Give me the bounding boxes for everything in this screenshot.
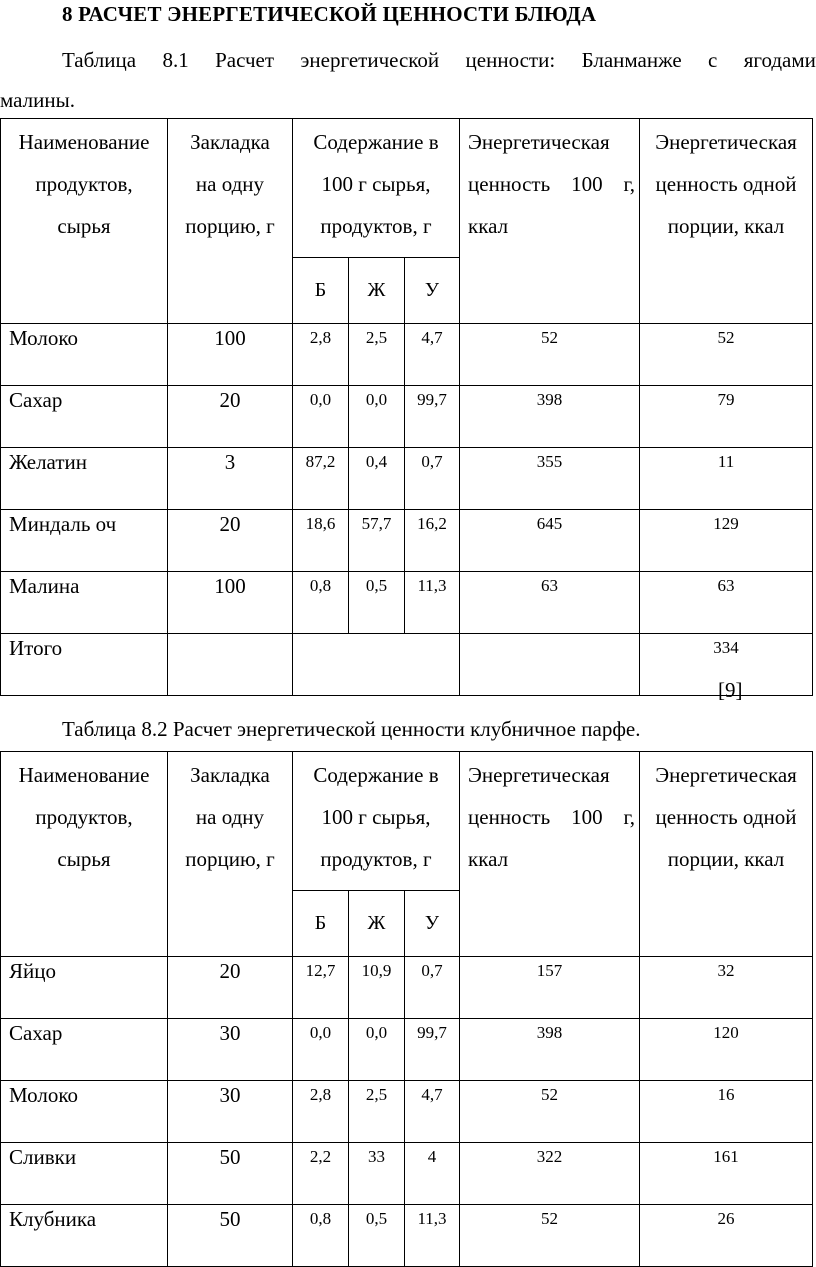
caption-word: Расчет xyxy=(215,48,275,72)
value-b: 12,7 xyxy=(293,957,349,1019)
value-eportion: 16 xyxy=(640,1081,813,1143)
header-line: Наименование xyxy=(18,130,150,154)
value-zh: 0,5 xyxy=(349,572,405,634)
table-row xyxy=(1,510,813,572)
caption-word: Таблица xyxy=(62,48,137,72)
table-row xyxy=(1,448,813,510)
value-e100: 355 xyxy=(460,448,640,510)
caption-word: ягодами xyxy=(743,48,816,72)
value-eportion: 32 xyxy=(640,957,813,1019)
header-line: 100 г сырья, xyxy=(321,172,431,196)
value-u: 4,7 xyxy=(405,1081,460,1143)
caption-word: ценности: xyxy=(465,48,556,72)
value-zh: 2,5 xyxy=(349,324,405,386)
value-u: 4 xyxy=(405,1143,460,1205)
value-e100: 645 xyxy=(460,510,640,572)
product-name: Сливки xyxy=(1,1143,168,1205)
header-line: порцию, г xyxy=(185,847,275,871)
header-line: Содержание в xyxy=(313,130,439,154)
header-line: порции, ккал xyxy=(667,847,785,871)
value-zh: 2,5 xyxy=(349,1081,405,1143)
table1-caption-line2: малины. xyxy=(0,88,75,112)
header-product-name xyxy=(1,752,168,957)
caption-word: Бланманже xyxy=(581,48,682,72)
product-name: Миндаль оч xyxy=(1,510,168,572)
product-name: Сахар xyxy=(1,1019,168,1081)
value-e100: 52 xyxy=(460,1205,640,1267)
value-zh: 57,7 xyxy=(349,510,405,572)
table-row xyxy=(1,1019,813,1081)
value-b: 2,8 xyxy=(293,324,349,386)
value-u: 0,7 xyxy=(405,957,460,1019)
header-line: продуктов, xyxy=(35,805,133,829)
header-line: ценность 100 г, xyxy=(468,172,636,196)
table-row xyxy=(1,324,813,386)
header-line: продуктов, г xyxy=(320,847,432,871)
value-eportion: 79 xyxy=(640,386,813,448)
subheader-cell: Б xyxy=(293,891,349,957)
empty-cell xyxy=(168,634,293,696)
value-b: 18,6 xyxy=(293,510,349,572)
value-zh: 0,0 xyxy=(349,386,405,448)
header-line: Энергетическая xyxy=(468,130,610,154)
header-line: Наименование xyxy=(18,763,150,787)
table-row xyxy=(1,386,813,448)
header-content xyxy=(293,752,460,891)
value-eportion: 52 xyxy=(640,324,813,386)
header-row xyxy=(1,119,813,258)
header-line: Закладка xyxy=(190,130,270,154)
header-line: ккал xyxy=(468,847,509,871)
portion-qty: 20 xyxy=(168,957,293,1019)
subheader-cell: Б xyxy=(293,258,349,324)
header-line: 100 г сырья, xyxy=(321,805,431,829)
portion-qty: 100 xyxy=(168,572,293,634)
header-line: продуктов, г xyxy=(320,214,432,238)
table-row xyxy=(1,957,813,1019)
value-zh: 33 xyxy=(349,1143,405,1205)
value-b: 0,0 xyxy=(293,386,349,448)
table-row xyxy=(1,1081,813,1143)
portion-qty: 20 xyxy=(168,386,293,448)
caption-word: с xyxy=(708,48,718,72)
header-line: ценность 100 г, xyxy=(468,805,636,829)
header-portion xyxy=(168,752,293,957)
header-line: ценность одной xyxy=(655,172,797,196)
portion-qty: 50 xyxy=(168,1143,293,1205)
portion-qty: 50 xyxy=(168,1205,293,1267)
header-line: на одну xyxy=(195,172,265,196)
product-name: Клубника xyxy=(1,1205,168,1267)
header-line: порцию, г xyxy=(185,214,275,238)
header-content xyxy=(293,119,460,258)
header-product-name xyxy=(1,119,168,324)
header-energy-portion xyxy=(640,752,813,957)
value-u: 16,2 xyxy=(405,510,460,572)
header-line: Содержание в xyxy=(313,763,439,787)
value-e100: 398 xyxy=(460,1019,640,1081)
header-line: Закладка xyxy=(190,763,270,787)
value-zh: 10,9 xyxy=(349,957,405,1019)
portion-qty: 30 xyxy=(168,1019,293,1081)
value-e100: 52 xyxy=(460,324,640,386)
subheader-cell: Ж xyxy=(349,891,405,957)
empty-cell xyxy=(293,634,460,696)
table-row xyxy=(1,1205,813,1267)
value-e100: 63 xyxy=(460,572,640,634)
header-row xyxy=(1,752,813,891)
value-b: 2,2 xyxy=(293,1143,349,1205)
value-b: 0,8 xyxy=(293,572,349,634)
subheader-cell: Ж xyxy=(349,258,405,324)
subheader-cell: У xyxy=(405,891,460,957)
empty-cell xyxy=(460,634,640,696)
header-portion xyxy=(168,119,293,324)
product-name: Малина xyxy=(1,572,168,634)
header-line: порции, ккал xyxy=(667,214,785,238)
header-line: Энергетическая xyxy=(468,763,610,787)
total-value: 334 xyxy=(640,634,813,696)
portion-qty: 30 xyxy=(168,1081,293,1143)
value-eportion: 26 xyxy=(640,1205,813,1267)
product-name: Молоко xyxy=(1,324,168,386)
value-u: 99,7 xyxy=(405,386,460,448)
value-eportion: 129 xyxy=(640,510,813,572)
product-name: Молоко xyxy=(1,1081,168,1143)
value-zh: 0,5 xyxy=(349,1205,405,1267)
reference-note: [9] xyxy=(718,678,743,702)
value-u: 11,3 xyxy=(405,572,460,634)
value-b: 2,8 xyxy=(293,1081,349,1143)
header-line: на одну xyxy=(195,805,265,829)
header-energy-100g xyxy=(460,752,640,957)
value-zh: 0,4 xyxy=(349,448,405,510)
value-e100: 157 xyxy=(460,957,640,1019)
header-line: продуктов, xyxy=(35,172,133,196)
value-eportion: 120 xyxy=(640,1019,813,1081)
value-u: 4,7 xyxy=(405,324,460,386)
product-name: Яйцо xyxy=(1,957,168,1019)
portion-qty: 100 xyxy=(168,324,293,386)
table-row xyxy=(1,572,813,634)
value-eportion: 161 xyxy=(640,1143,813,1205)
caption-word: 8.1 xyxy=(162,48,189,72)
value-e100: 52 xyxy=(460,1081,640,1143)
caption-word: энергетической xyxy=(300,48,440,72)
value-b: 87,2 xyxy=(293,448,349,510)
value-b: 0,0 xyxy=(293,1019,349,1081)
value-u: 0,7 xyxy=(405,448,460,510)
value-zh: 0,0 xyxy=(349,1019,405,1081)
value-u: 11,3 xyxy=(405,1205,460,1267)
header-line: Энергетическая xyxy=(655,130,797,154)
portion-qty: 3 xyxy=(168,448,293,510)
value-b: 0,8 xyxy=(293,1205,349,1267)
header-line: сырья xyxy=(57,847,111,871)
total-label: Итого xyxy=(1,634,168,696)
table-row xyxy=(1,1143,813,1205)
value-eportion: 63 xyxy=(640,572,813,634)
header-energy-100g xyxy=(460,119,640,324)
header-line: Энергетическая xyxy=(655,763,797,787)
header-energy-portion xyxy=(640,119,813,324)
table-1 xyxy=(0,118,813,696)
subheader-cell: У xyxy=(405,258,460,324)
section-heading: 8 РАСЧЕТ ЭНЕРГЕТИЧЕСКОЙ ЦЕННОСТИ БЛЮДА xyxy=(62,2,597,26)
table2-caption: Таблица 8.2 Расчет энергетической ценности клубничное парфе. xyxy=(62,717,641,741)
header-line: ценность одной xyxy=(655,805,797,829)
header-line: ккал xyxy=(468,214,509,238)
table-2 xyxy=(0,751,813,1267)
value-eportion: 11 xyxy=(640,448,813,510)
value-e100: 322 xyxy=(460,1143,640,1205)
portion-qty: 20 xyxy=(168,510,293,572)
value-e100: 398 xyxy=(460,386,640,448)
header-line: сырья xyxy=(57,214,111,238)
table1-caption xyxy=(0,40,816,120)
product-name: Сахар xyxy=(1,386,168,448)
value-u: 99,7 xyxy=(405,1019,460,1081)
product-name: Желатин xyxy=(1,448,168,510)
total-row xyxy=(1,634,813,696)
